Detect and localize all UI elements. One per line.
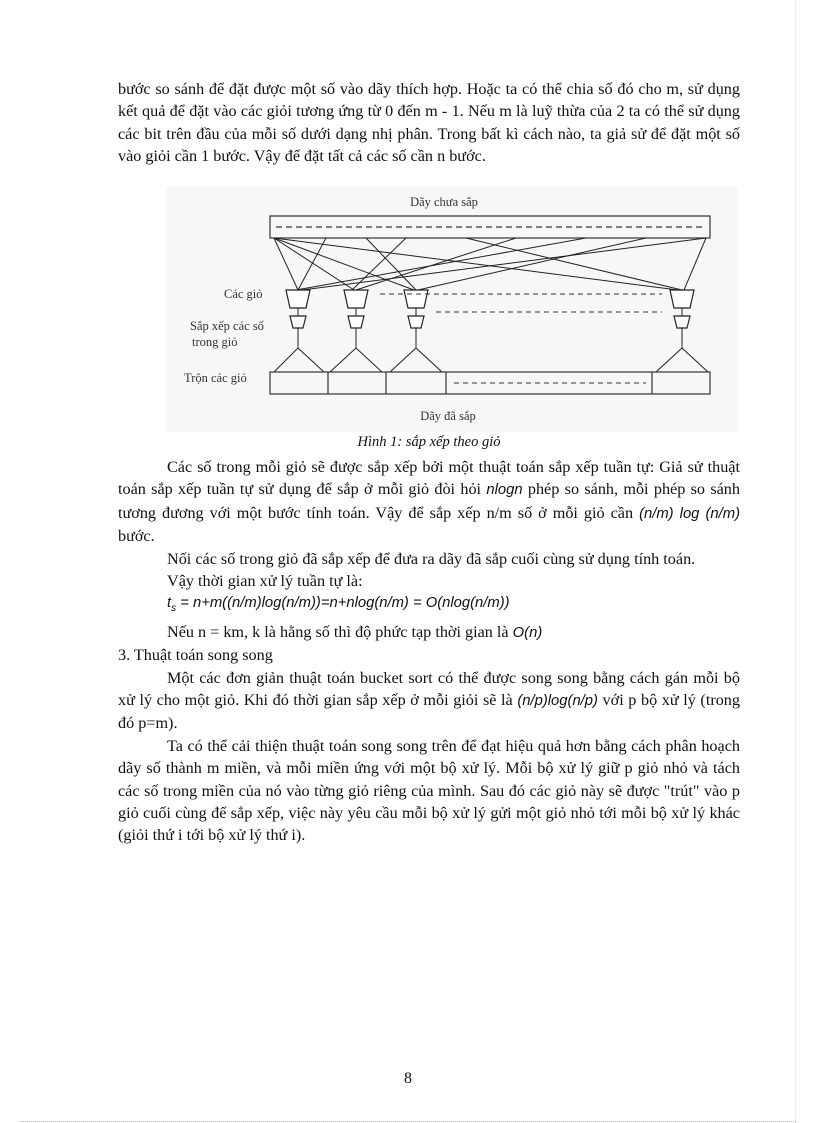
formula-sequential-time [118,592,740,620]
formula-rest: = n+m((n/m)log(n/m))=n+nlog(n/m) = O(nlog(n/m)) [176,595,510,612]
p5-expr: (n/p)log(n/p) [517,693,598,710]
bucket-3 [404,290,428,308]
paragraph-parallel [118,667,740,735]
label-sort-line2: trong giỏ [192,335,238,349]
body-block [118,456,740,847]
bucket-1 [286,290,310,308]
page-bottom-border [20,1121,796,1122]
paragraph-merge: Nối các số trong giỏ đã sắp xếp để đưa ra dãy đã sắp cuối cùng sử dụng tính toán. [167,549,696,568]
intro-block [118,78,740,168]
paragraph-time-intro: Vậy thời gian xử lý tuần tự là: [167,572,363,591]
paragraph-improvement: Ta có thể cải thiện thuật toán song song trên để đạt hiệu quả hơn bằng cách phân hoạch dãy số thành m miền, và mỗi miền ứng với một bộ xử lý. Mỗi bộ xử lý giữ p giỏ nhỏ và tách các số trong miền của nó vào từng giỏ riêng của mình. Sau đó các giỏ này sẽ được "trút" vào p giỏ cuối cùng để sắp xếp, việc này yêu cầu mỗi bộ xử lý gửi một giỏ nhỏ tới mỗi bộ xử lý khác (giỏi thứ i tới bộ xử lý thứ i). [118,736,740,845]
p1-nlogn: nlogn [486,482,523,499]
bucket-sort-figure [166,186,738,432]
label-sorted: Dãy đã sắp [420,409,476,423]
intro-paragraph: bước so sánh để đặt được một số vào dãy thích hợp. Hoặc ta có thể chia số đó cho m, sử dụng kết quả để đặt vào các giỏi tương ứng từ 0 đến m - 1. Nếu m là luỹ thừa của 2 ta có thể sử dụng các bit trên đầu của mỗi số dưới dạng nhị phân. Trong bất kì cách nào, ta giả sử để đặt một số vào giỏi cần 1 bước. Vậy để đặt tất cả các số cần n bước. [118,80,740,166]
figure-caption: Hình 1: sắp xếp theo giỏ [357,434,501,450]
paragraph-bucket-sort [118,456,740,548]
label-merge: Trộn các giỏ [184,371,247,385]
p1-expr: (n/m) log (n/m) [639,505,740,522]
paragraph-complexity [118,621,740,644]
label-buckets: Các giỏ [224,287,263,301]
section-heading-3: 3. Thuật toán song song [118,646,273,665]
page-right-border [795,0,796,1123]
p5-text1: Một các đơn giản thuật toán bucket sort có thể được song song bằng cách gán mỗi bộ xử lý cho một giỏ. Khi đó thời gian sắp xếp ở mỗi giỏi sẽ là [118,668,740,710]
p1-text1: Các số trong mỗi giỏ sẽ được sắp xếp bởi một thuật toán sắp xếp tuần tự: Giả sử thuật toán sắp xếp tuần tự sử dụng để sắp ở mỗi giỏ đòi hỏi [118,458,740,499]
p1-text3: bước. [118,527,155,546]
bucket-m [670,290,694,308]
p5-text2: với p bộ xử lý (trong đó p=m). [118,691,740,733]
page-number: 8 [404,1070,412,1087]
label-sort-line1: Sắp xếp các số [190,319,264,333]
bucket-2 [344,290,368,308]
formula-t: t [167,595,172,612]
p4-expr: O(n) [512,624,543,641]
p1-text2: phép so sánh, mỗi phép so sánh tương đương với một bước tính toán. Vậy để sắp xếp n/m số ở mỗi giỏ cần [118,480,740,522]
bucket-sort-diagram [166,186,738,432]
p4-text: Nếu n = km, k là hằng số thì độ phức tạp thời gian là [167,622,513,641]
formula-sub: s [171,603,177,615]
label-unsorted: Dãy chưa sắp [410,195,478,209]
